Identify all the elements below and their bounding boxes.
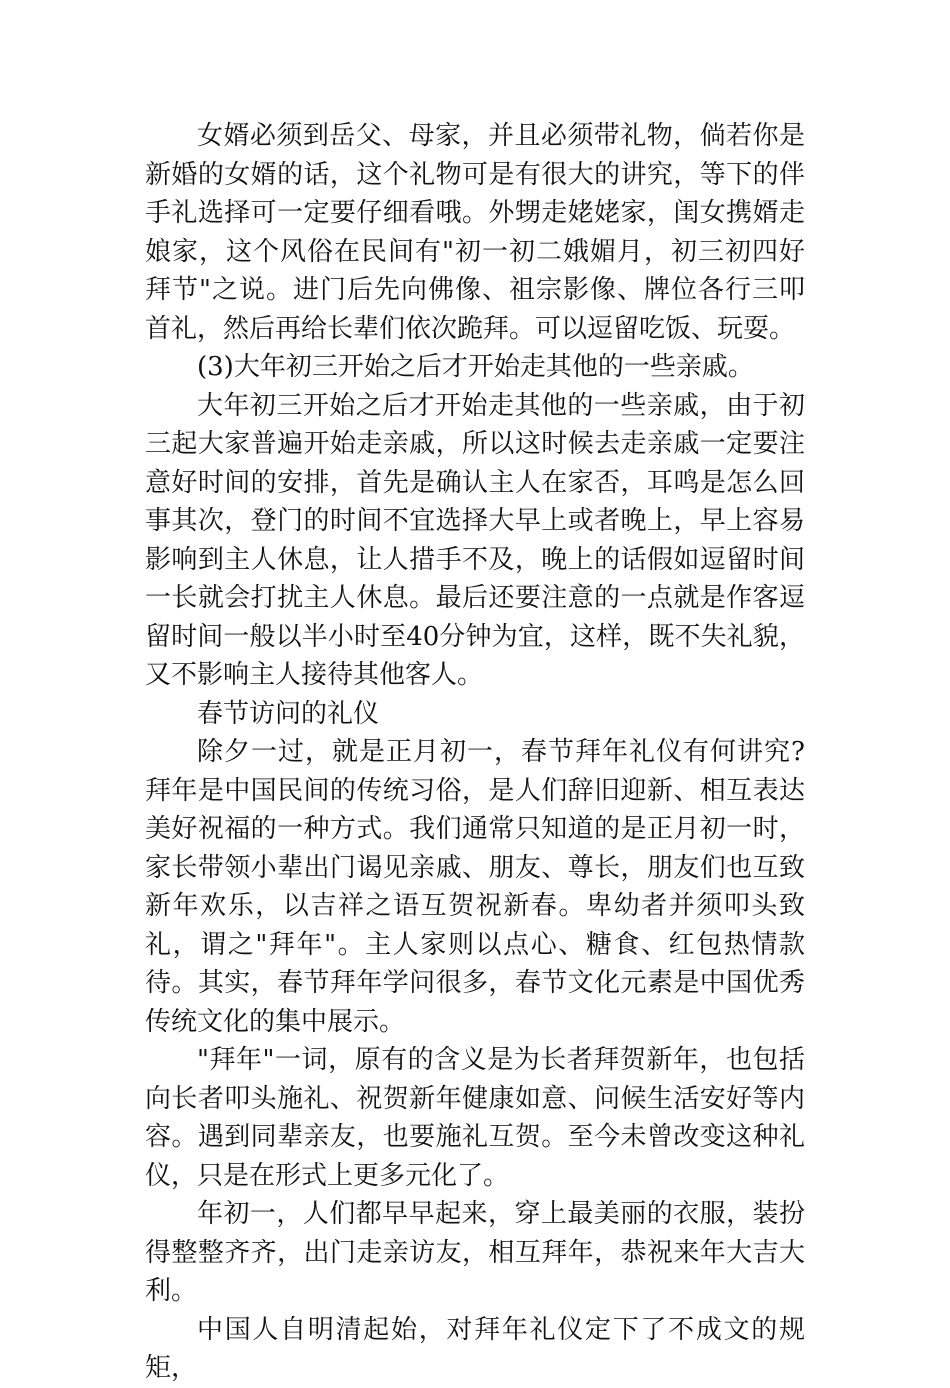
paragraph-son-in-law-visit: 女婿必须到岳父、母家，并且必须带礼物，倘若你是新婚的女婿的话，这个礼物可是有很大的讲究，等下的伴手礼选择可一定要仔细看哦。外甥走姥姥家，闺女携婿走娘家，这个风俗在民间有"初一初二娥媚月，初三初四好拜节"之说。进门后先向佛像、祖宗影像、牌位各行三叩首礼，然后再给长辈们依次跪拜。可以逗留吃饭、玩耍。 bbox=[145, 121, 805, 344]
paragraph-new-year-greeting: 除夕一过，就是正月初一，春节拜年礼仪有何讲究?拜年是中国民间的传统习俗，是人们辞旧迎新、相互表达美好祝福的一种方式。我们通常只知道的是正月初一时，家长带领小辈出门谒见亲戚、朋友、尊长，朋友们也互致新年欢乐，以吉祥之语互贺祝新春。卑幼者并须叩头致礼，谓之"拜年"。主人家则以点心、糖食、红包热情款待。其实，春节拜年学问很多，春节文化元素是中国优秀传统文化的集中展示。 bbox=[145, 737, 805, 1037]
paragraph-bainian-meaning: "拜年"一词，原有的含义是为长者拜贺新年，也包括向长者叩头施礼、祝贺新年健康如意、问候生活安好等内容。遇到同辈亲友，也要施礼互贺。至今未曾改变这种礼仪，只是在形式上更多元化了。 bbox=[145, 1045, 805, 1191]
document-body bbox=[145, 117, 805, 1388]
paragraph-ming-qing-rules: 中国人自明清起始，对拜年礼仪定下了不成文的规矩， bbox=[145, 1314, 805, 1383]
paragraph-day-three-visits: 大年初三开始之后才开始走其他的一些亲戚，由于初三起大家普遍开始走亲戚，所以这时候去走亲戚一定要注意好时间的安排，首先是确认主人在家否，耳鸣是怎么回事其次，登门的时间不宜选择大早上或者晚上，早上容易影响到主人休息，让人措手不及，晚上的话假如逗留时间一长就会打扰主人休息。最后还要注意的一点就是作客逗留时间一般以半小时至40分钟为宜，这样，既不失礼貌，又不影响主人接待其他客人。 bbox=[145, 390, 805, 690]
paragraph-first-day: 年初一，人们都早早起来，穿上最美丽的衣服，装扮得整整齐齐，出门走亲访友，相互拜年，恭祝来年大吉大利。 bbox=[145, 1199, 805, 1306]
paragraph-heading-day-three: (3)大年初三开始之后才开始走其他的一些亲戚。 bbox=[197, 352, 754, 382]
section-heading-visit-etiquette: 春节访问的礼仪 bbox=[197, 698, 380, 729]
